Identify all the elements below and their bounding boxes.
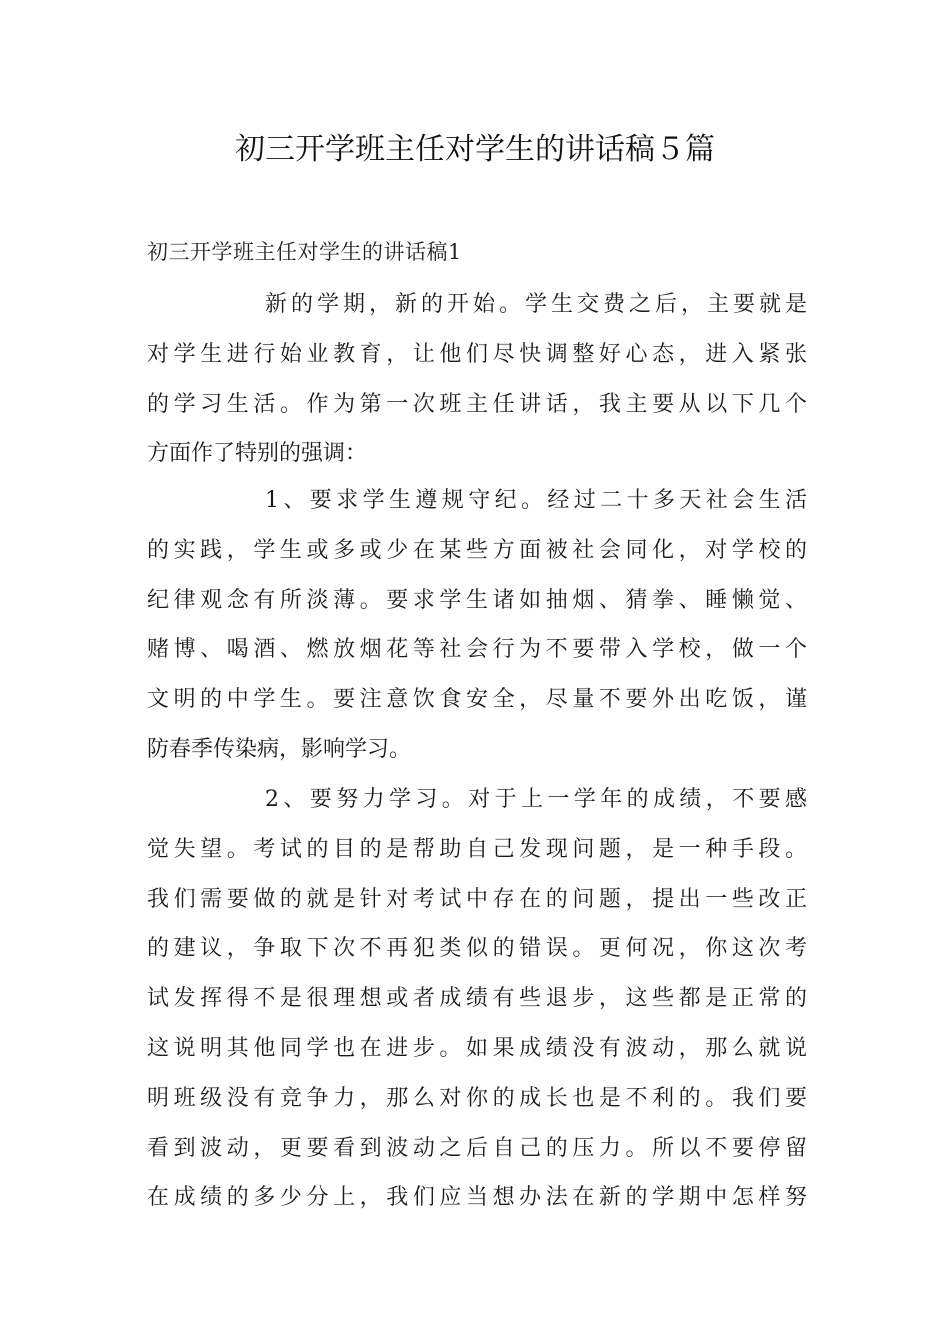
paragraph-line: 的建议，争取下次不再犯类似的错误。更何况，你这次考 (147, 936, 807, 962)
paragraph-line: 1、要求学生遵规守纪。经过二十多天社会生活 (265, 488, 807, 513)
paragraph-line: 觉失望。考试的目的是帮助自己发现问题，是一种手段。 (147, 836, 807, 862)
paragraph-line: 赌博、喝酒、燃放烟花等社会行为不要带入学校，做一个 (147, 637, 807, 663)
paragraph-line: 试发挥得不是很理想或者成绩有些退步，这些都是正常的 (147, 986, 807, 1012)
paragraph-line: 新的学期，新的开始。学生交费之后，主要就是 (265, 292, 807, 317)
paragraph-line: 我们需要做的就是针对考试中存在的问题，提出一些改正 (147, 886, 807, 912)
paragraph-line: 这说明其他同学也在进步。如果成绩没有波动，那么就说 (147, 1035, 807, 1061)
paragraph-line: 方面作了特别的强调： (147, 441, 368, 467)
paragraph-line: 在成绩的多少分上，我们应当想办法在新的学期中怎样努 (147, 1185, 807, 1211)
section-heading: 初三开学班主任对学生的讲话稿1 (147, 240, 462, 264)
paragraph-line: 2、要努力学习。对于上一学年的成绩，不要感 (265, 787, 807, 812)
paragraph-line: 看到波动，更要看到波动之后自己的压力。所以不要停留 (147, 1135, 807, 1161)
paragraph-line: 明班级没有竞争力，那么对你的成长也是不利的。我们要 (147, 1085, 807, 1111)
paragraph-line: 防春季传染病，影响学习。 (147, 736, 412, 762)
paragraph-line: 对学生进行始业教育，让他们尽快调整好心态，进入紧张 (147, 341, 807, 367)
paragraph-intro (147, 280, 807, 479)
paragraph-discipline (147, 476, 807, 775)
paragraph-line: 纪律观念有所淡薄。要求学生诸如抽烟、猜拳、睡懒觉、 (147, 587, 807, 613)
paragraph-line: 的学习生活。作为第一次班主任讲话，我主要从以下几个 (147, 391, 807, 417)
paragraph-line: 的实践，学生或多或少在某些方面被社会同化，对学校的 (147, 537, 807, 563)
paragraph-line: 文明的中学生。要注意饮食安全，尽量不要外出吃饭，谨 (147, 687, 807, 713)
document-title: 初三开学班主任对学生的讲话稿５篇 (235, 132, 715, 167)
paragraph-study (147, 775, 807, 1223)
